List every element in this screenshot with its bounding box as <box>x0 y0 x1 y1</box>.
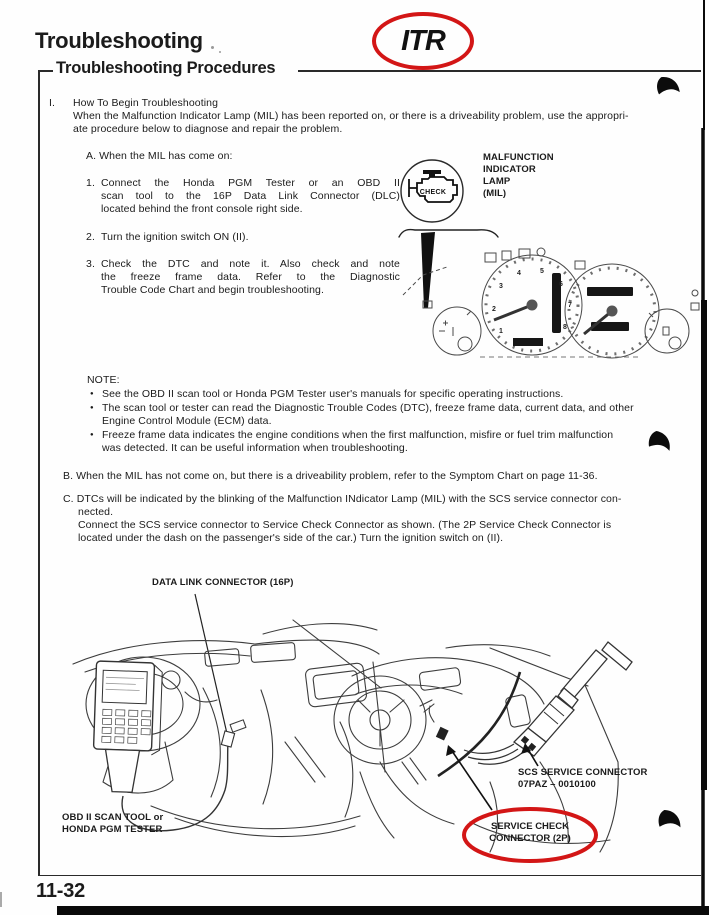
svg-text:6: 6 <box>559 281 563 288</box>
step-3-line-1: Check the DTC and note it. Also check and note <box>101 258 400 270</box>
step-1-line-2: scan tool to the 16P Data Link Connector (DLC) <box>101 190 400 202</box>
service-check-label <box>466 821 594 844</box>
page-title: Troubleshooting <box>35 28 203 53</box>
scan-tool-dashboard-figure <box>55 592 385 844</box>
left-edge-mark <box>0 892 2 907</box>
dlc-label: DATA LINK CONNECTOR (16P) <box>152 577 294 588</box>
box-corner-line <box>38 70 53 72</box>
sub-c-line-3: Connect the SCS service connector to Service Check Connector as shown. (The 2P Service Check Connector is <box>78 519 612 531</box>
sub-c-line-1: C. DTCs will be indicated by the blinking of the Malfunction INdicator Lamp (MIL) with the SCS service connector con- <box>63 493 622 505</box>
service-check-arrow <box>446 745 492 810</box>
scan-tool-label-line-1: OBD II SCAN TOOL or <box>62 812 164 823</box>
mil-label <box>483 152 554 200</box>
itr-stamp-oval <box>372 12 474 70</box>
mil-label-line-4: (MIL) <box>483 188 507 199</box>
step-3-line-3: Trouble Code Chart and begin troubleshooting. <box>101 284 325 296</box>
note-bullet-3-line-2: was detected. It can be useful information when troubleshooting. <box>102 442 408 454</box>
mil-check-engine-icon <box>401 160 463 222</box>
mil-check-text: CHECK <box>419 189 447 196</box>
svg-text:7: 7 <box>568 302 572 309</box>
mil-label-line-2: INDICATOR <box>483 164 536 175</box>
scs-label-line-1: SCS SERVICE CONNECTOR <box>518 767 648 778</box>
scan-tool-label <box>62 812 163 836</box>
svg-text:8: 8 <box>563 324 567 331</box>
step-1-line-3: located behind the front console right side. <box>101 203 303 215</box>
scs-connector-label <box>518 767 648 791</box>
dash-trim-curve <box>438 672 520 776</box>
sub-c-line-4: located under the dash on the passenger's side of the car.) Turn the ignition switch on (II). <box>78 532 504 544</box>
itr-stamp-text: ITR <box>401 24 445 57</box>
bullet-icon: ● <box>90 405 94 411</box>
bullet-icon: ● <box>90 391 94 397</box>
note-heading: NOTE: <box>87 374 120 386</box>
box-left-border <box>38 70 40 876</box>
step-3-number: 3. <box>86 258 95 270</box>
scan-smudge <box>219 51 221 53</box>
section-i-heading: How To Begin Troubleshooting <box>73 97 219 109</box>
sub-b-text: B. When the MIL has not come on, but there is a driveability problem, refer to the Symptom Chart on page 11-36. <box>63 470 598 482</box>
bullet-icon: ● <box>90 432 94 438</box>
step-2-number: 2. <box>86 231 95 243</box>
step-1-line-1: Connect the Honda PGM Tester or an OBD II <box>101 177 400 189</box>
note-bullet-2-line-2: Engine Control Module (ECM) data. <box>102 415 272 427</box>
step-2-line-1: Turn the ignition switch ON (II). <box>101 231 249 243</box>
crescent-artifact-middle <box>647 430 674 454</box>
note-bullet-3-line-1: Freeze frame data indicates the engine conditions when the first malfunction, misfire or fuel trim malfunction <box>102 429 614 441</box>
svg-text:3: 3 <box>499 283 503 290</box>
procedures-heading: Troubleshooting Procedures <box>56 59 276 77</box>
intro-line-2: ate procedure below to diagnose and repair the problem. <box>73 123 343 135</box>
mil-label-line-3: LAMP <box>483 176 511 187</box>
page-number: 11-32 <box>36 880 86 902</box>
box-top-line <box>298 70 701 72</box>
bottom-edge-bar <box>57 906 709 915</box>
svg-text:1: 1 <box>499 328 503 335</box>
step-1-number: 1. <box>86 177 95 189</box>
scan-tool-label-line-2: HONDA PGM TESTER <box>62 824 163 835</box>
intro-line-1: When the Malfunction Indicator Lamp (MIL) has been reported on, or there is a driveability problem, use the appropri- <box>73 110 629 122</box>
step-3-line-2: the freeze frame data. Refer to the Diagnostic <box>101 271 400 283</box>
note-bullet-1: See the OBD II scan tool or Honda PGM Tester user's manuals for specific operating instructions. <box>102 388 564 400</box>
scs-service-connector-tool <box>514 642 632 756</box>
note-bullet-2-line-1: The scan tool or tester can read the Diagnostic Trouble Codes (DTC), freeze frame data, current data, and other <box>102 402 634 414</box>
svg-text:2: 2 <box>492 306 496 313</box>
service-check-label-line-2: CONNECTOR (2P) <box>489 832 571 844</box>
mil-label-line-1: MALFUNCTION <box>483 152 554 163</box>
scan-tool-device <box>92 661 162 793</box>
crescent-artifact-top <box>657 77 680 94</box>
section-i-index: I. <box>49 97 56 109</box>
scs-label-line-2: 07PAZ – 0010100 <box>518 779 596 790</box>
svg-text:5: 5 <box>540 268 544 275</box>
service-check-connector-drawing <box>436 727 449 741</box>
scs-wires <box>464 744 522 764</box>
svg-text:4: 4 <box>517 270 521 277</box>
sub-c-line-2: nected. <box>78 506 114 518</box>
dlc-connector-plug <box>221 731 234 747</box>
service-check-label-line-1: SERVICE CHECK <box>491 821 569 832</box>
scan-smudge <box>211 46 214 49</box>
instrument-cluster-drawing <box>403 248 699 358</box>
sub-a-heading: A. When the MIL has come on: <box>86 150 233 162</box>
